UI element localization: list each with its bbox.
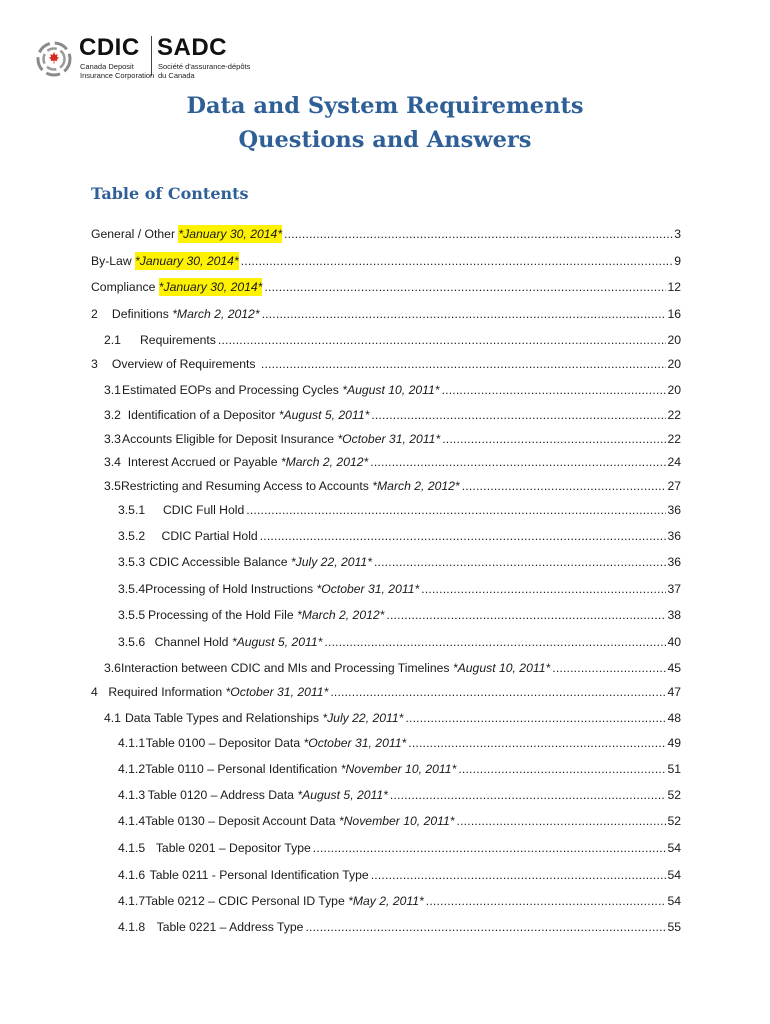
toc-entry-page-number: 55: [667, 920, 681, 934]
toc-entry-number: 4.1: [104, 711, 121, 725]
toc-entry-page-number: 20: [667, 357, 681, 371]
toc-entry-date: *March 2, 2012*: [172, 307, 260, 321]
logo-fr-line2: du Canada: [158, 71, 195, 80]
toc-entry-label: Channel Hold: [154, 635, 232, 649]
toc-leader-dots: [442, 381, 667, 399]
toc-entry-label: Interaction between CDIC and MIs and Processing Timelines: [120, 661, 453, 675]
toc-entry-page-number: 12: [667, 280, 681, 294]
toc-entry-label: Table 0211 - Personal Identification Type: [149, 868, 369, 882]
toc-entry-number: 4: [91, 685, 98, 699]
toc-entry-number: 3.5.2: [118, 529, 146, 543]
toc-leader-dots: [457, 812, 667, 830]
toc-entry-number: 4.1.6: [118, 868, 146, 882]
toc-entry[interactable]: [91, 278, 681, 296]
toc-entry-date-highlighted: *January 30, 2014*: [135, 254, 239, 268]
toc-heading: Table of Contents: [91, 184, 249, 203]
toc-entry-date: *August 5, 2011*: [297, 788, 388, 802]
toc-entry-label: Table 0212 – CDIC Personal ID Type: [145, 894, 349, 908]
toc-leader-dots: [305, 918, 666, 936]
toc-entry-date: *March 2, 2012*: [280, 455, 369, 469]
toc-entry-number: 3.5.3: [118, 555, 146, 569]
toc-entry[interactable]: [118, 812, 681, 830]
logo-sadc-text: SADC: [157, 34, 228, 61]
toc-entry-label: Restricting and Resuming Access to Accounts: [120, 479, 373, 493]
toc-entry-label: Processing of Hold Instructions: [145, 582, 317, 596]
toc-entry-number: 3: [91, 357, 98, 371]
toc-entry-number: 3.4: [104, 455, 121, 469]
toc-entry-number: 2: [91, 307, 98, 321]
toc-leader-dots: [371, 866, 667, 884]
logo-en-line1: Canada Deposit: [80, 62, 134, 71]
toc-entry-page-number: 37: [667, 582, 681, 596]
toc-entry-number: 3.2: [104, 408, 121, 422]
toc-entry-label: General / Other: [91, 227, 179, 241]
toc-entry-page-number: 20: [667, 383, 681, 397]
toc-entry[interactable]: [104, 406, 681, 424]
toc-leader-dots: [262, 305, 667, 323]
toc-entry-number: 3.5.6: [118, 635, 146, 649]
toc-leader-dots: [442, 430, 666, 448]
toc-entry-number: 3.1: [104, 383, 121, 397]
toc-entry-page-number: 36: [667, 503, 681, 517]
toc-entry-label: CDIC Accessible Balance: [149, 555, 291, 569]
toc-entry-label: Table 0120 – Address Data: [147, 788, 298, 802]
toc-entry-number: 3.5: [104, 479, 121, 493]
toc-entry-number: 4.1.7: [118, 894, 146, 908]
toc-entry[interactable]: [118, 760, 681, 778]
toc-entry-number: 3.3: [104, 432, 121, 446]
toc-entry-label: Interest Accrued or Payable: [127, 455, 281, 469]
logo-fr-line1: Société d'assurance-dépôts: [158, 62, 251, 71]
toc-leader-dots: [241, 252, 674, 270]
toc-leader-dots: [374, 553, 666, 571]
toc-entry-label: Table 0201 – Depositor Type: [155, 841, 311, 855]
toc-entry[interactable]: [118, 839, 681, 857]
toc-entry-date: *March 2, 2012*: [372, 479, 460, 493]
toc-entry-number: 2.1: [104, 333, 121, 347]
toc-entry-number: 3.5.1: [118, 503, 146, 517]
toc-entry-page-number: 54: [667, 894, 681, 908]
toc-entry-date-highlighted: *January 30, 2014*: [178, 227, 283, 241]
toc-leader-dots: [426, 892, 667, 910]
toc-entry-date: *October 31, 2011*: [316, 582, 420, 596]
toc-entry-label: Definitions: [111, 307, 173, 321]
toc-leader-dots: [260, 527, 667, 545]
toc-entry[interactable]: [104, 659, 681, 677]
toc-entry-number: 4.1.8: [118, 920, 146, 934]
toc-entry[interactable]: [118, 527, 681, 545]
toc-entry-number: 3.5.4: [118, 582, 146, 596]
toc-entry-page-number: 49: [667, 736, 681, 750]
logo-en-line2: Insurance Corporation: [80, 71, 155, 80]
toc-entry-label: Table 0100 – Depositor Data: [145, 736, 304, 750]
toc-entry-number: 4.1.4: [118, 814, 146, 828]
toc-entry-page-number: 52: [667, 814, 681, 828]
toc-entry-date-highlighted: *January 30, 2014*: [158, 280, 263, 294]
toc-entry[interactable]: [118, 501, 681, 519]
toc-entry[interactable]: [104, 331, 681, 349]
toc-entry-page-number: 3: [674, 227, 681, 241]
cdic-logo: [33, 32, 251, 82]
logo-english-name: [80, 62, 154, 80]
toc-entry-page-number: 51: [667, 762, 681, 776]
toc-entry-page-number: 45: [667, 661, 681, 675]
toc-entry-page-number: 16: [667, 307, 681, 321]
toc-entry-date: *August 10, 2011*: [342, 383, 440, 397]
toc-entry[interactable]: [118, 734, 681, 752]
toc-entry-date: *May 2, 2011*: [348, 894, 424, 908]
toc-entry-number: 4.1.1: [118, 736, 146, 750]
toc-entry-label: By-Law: [91, 254, 136, 268]
toc-entry-date: *October 31, 2011*: [303, 736, 407, 750]
toc-entry-label: Table 0110 – Personal Identification: [145, 762, 341, 776]
toc-entry-page-number: 38: [667, 608, 681, 622]
toc-leader-dots: [370, 453, 666, 471]
toc-entry[interactable]: [104, 709, 681, 727]
toc-entry-label: Accounts Eligible for Deposit Insurance: [122, 432, 338, 446]
toc-leader-dots: [218, 331, 667, 349]
toc-entry-label: CDIC Partial Hold: [161, 529, 258, 543]
toc-leader-dots: [324, 633, 666, 651]
toc-leader-dots: [371, 406, 666, 424]
toc-entry-date: *October 31, 2011*: [225, 685, 329, 699]
toc-entry[interactable]: [118, 553, 681, 571]
toc-entry-page-number: 48: [667, 711, 681, 725]
document-title-line1: Data and System Requirements: [186, 93, 584, 119]
toc-leader-dots: [408, 734, 666, 752]
toc-leader-dots: [552, 659, 666, 677]
toc-entry-number: 3.5.5: [118, 608, 146, 622]
toc-leader-dots: [330, 683, 666, 701]
toc-entry[interactable]: [118, 633, 681, 651]
toc-entry[interactable]: [118, 918, 681, 936]
toc-entry-page-number: 40: [667, 635, 681, 649]
toc-entry-page-number: 54: [667, 841, 681, 855]
toc-entry-label: Required Information: [108, 685, 226, 699]
toc-entry-date: *November 10, 2011*: [338, 814, 455, 828]
toc-entry-date: *July 22, 2011*: [290, 555, 372, 569]
toc-entry-page-number: 47: [667, 685, 681, 699]
toc-leader-dots: [246, 501, 666, 519]
toc-entry-page-number: 54: [667, 868, 681, 882]
toc-entry-page-number: 27: [667, 479, 681, 493]
toc-entry[interactable]: [118, 866, 681, 884]
toc-leader-dots: [386, 606, 666, 624]
toc-entry[interactable]: [104, 430, 681, 448]
toc-entry[interactable]: [118, 580, 681, 598]
toc-entry-page-number: 20: [667, 333, 681, 347]
toc-entry[interactable]: [91, 252, 681, 270]
toc-leader-dots: [390, 786, 667, 804]
toc-entry[interactable]: [104, 453, 681, 471]
toc-leader-dots: [405, 709, 666, 727]
toc-entry-page-number: 22: [667, 432, 681, 446]
toc-entry-date: *October 31, 2011*: [337, 432, 441, 446]
toc-entry-date: *March 2, 2012*: [297, 608, 385, 622]
toc-entry-label: CDIC Full Hold: [162, 503, 245, 517]
toc-entry-number: 4.1.3: [118, 788, 146, 802]
toc-entry[interactable]: [104, 381, 681, 399]
cdic-swirl-icon: [33, 38, 75, 78]
toc-leader-dots: [458, 760, 666, 778]
toc-entry-label: Table 0221 – Address Type: [156, 920, 304, 934]
toc-entry-page-number: 9: [674, 254, 681, 268]
toc-entry-label: Overview of Requirements: [111, 357, 259, 371]
toc-entry-page-number: 36: [667, 529, 681, 543]
toc-entry[interactable]: [118, 606, 681, 624]
toc-entry-date: *August 5, 2011*: [231, 635, 323, 649]
toc-entry-date: *August 5, 2011*: [278, 408, 370, 422]
logo-cdic-text: CDIC: [79, 34, 140, 61]
toc-entry-label: Compliance: [91, 280, 159, 294]
toc-entry-label: Data Table Types and Relationships: [124, 711, 323, 725]
toc-entry[interactable]: [118, 892, 681, 910]
toc-entry-date: *November 10, 2011*: [340, 762, 457, 776]
toc-entry-page-number: 24: [667, 455, 681, 469]
toc-entry-label: Processing of the Hold File: [147, 608, 297, 622]
toc-entry-number: 4.1.5: [118, 841, 146, 855]
toc-leader-dots: [421, 580, 666, 598]
toc-entry[interactable]: [91, 225, 681, 243]
toc-entry-page-number: 52: [667, 788, 681, 802]
toc-entry[interactable]: [91, 355, 681, 373]
document-title-line2: Questions and Answers: [238, 127, 532, 153]
toc-entry[interactable]: [118, 786, 681, 804]
toc-entry-label: Identification of a Depositor: [127, 408, 279, 422]
toc-leader-dots: [462, 477, 667, 495]
toc-entry-label: Requirements: [140, 333, 216, 347]
toc-entry-date: *July 22, 2011*: [322, 711, 404, 725]
toc-leader-dots: [264, 278, 666, 296]
toc-leader-dots: [313, 839, 667, 857]
toc-entry[interactable]: [91, 683, 681, 701]
logo-french-name: [158, 62, 250, 80]
toc-entry-page-number: 36: [667, 555, 681, 569]
toc-entry[interactable]: [104, 477, 681, 495]
toc-entry-number: 4.1.2: [118, 762, 146, 776]
toc-entry-number: 3.6: [104, 661, 121, 675]
toc-entry-label: Estimated EOPs and Processing Cycles: [122, 383, 343, 397]
toc-entry-date: *August 10, 2011*: [452, 661, 551, 675]
toc-leader-dots: [284, 225, 673, 243]
toc-entry-label: Table 0130 – Deposit Account Data: [145, 814, 339, 828]
toc-entry[interactable]: [91, 305, 681, 323]
toc-leader-dots: [261, 355, 667, 373]
toc-entry-page-number: 22: [667, 408, 681, 422]
